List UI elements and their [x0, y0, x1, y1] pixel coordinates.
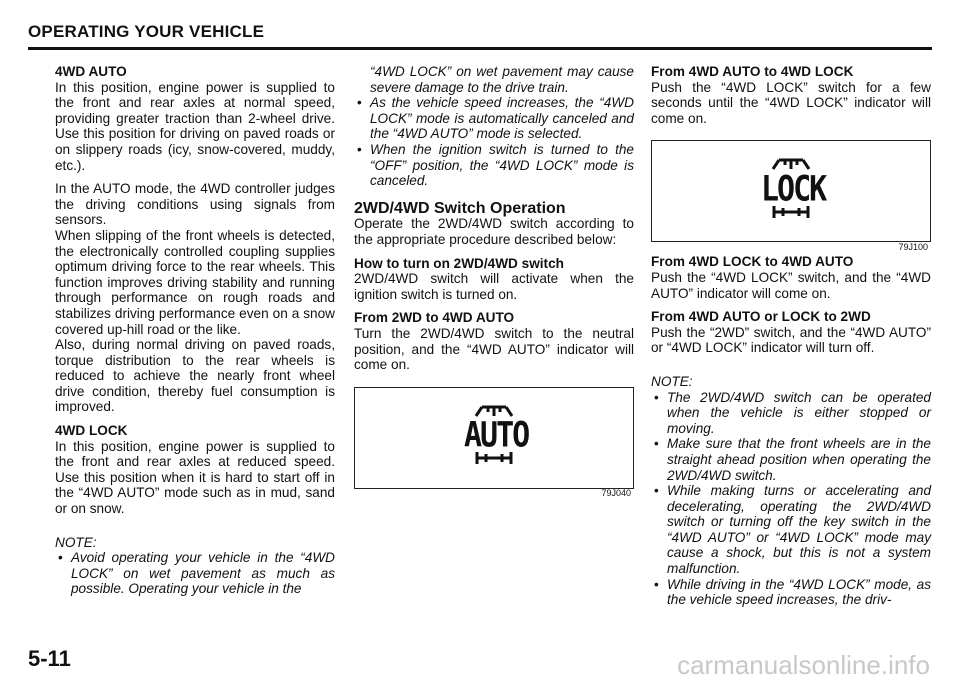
note-item: • Make sure that the front wheels are in the straight ahead position when operating the 2WD/4WD switch. [667, 436, 931, 483]
paragraph: Push the “4WD LOCK” switch for a few seconds until the “4WD LOCK” indicator will come on. [651, 79, 931, 126]
note-label: NOTE: [55, 534, 97, 550]
figure-lock-indicator [651, 140, 931, 252]
heading-4wd-lock: 4WD LOCK [55, 423, 128, 439]
figure-caption: 79J040 [601, 488, 631, 499]
subheading: How to turn on 2WD/4WD switch [354, 255, 564, 271]
note-item: • When the ignition switch is turned to the “OFF” position, the “4WD LOCK” mode is canceled. [370, 142, 634, 189]
lock-indicator-word: LOCK [761, 169, 826, 210]
note-item-continued: “4WD LOCK” on wet pavement may cause severe damage to the drive train. [370, 64, 634, 95]
page-number: 5-11 [28, 646, 71, 671]
subheading: From 4WD LOCK to 4WD AUTO [651, 254, 854, 270]
subheading: From 4WD AUTO or LOCK to 2WD [651, 309, 871, 325]
paragraph: Operate the 2WD/4WD switch according to the appropriate procedure described below: [354, 216, 634, 247]
note-label: NOTE: [651, 373, 693, 389]
column-3 [651, 64, 931, 608]
paragraph: In this position, engine power is supplied to the front and rear axles at normal speed, providing greater traction than 2-wheel drive. Use this position for driving on paved roads or on slippery roads (icy, snow-covered, muddy, etc.). [55, 79, 335, 173]
figure-auto-indicator [354, 387, 634, 499]
note-list [651, 390, 931, 608]
column-1 [55, 64, 335, 597]
note-list [354, 64, 634, 189]
paragraph: In the AUTO mode, the 4WD controller judges the driving conditions using signals from sensors. [55, 181, 335, 228]
note-item: • As the vehicle speed increases, the “4WD LOCK” mode is automatically canceled and the “4WD AUTO” mode is selected. [370, 95, 634, 142]
note-item: • The 2WD/4WD switch can be operated when the vehicle is either stopped or moving. [667, 390, 931, 437]
column-2 [354, 64, 634, 499]
header-rule [28, 47, 932, 50]
paragraph: Push the “4WD LOCK” switch, and the “4WD AUTO” indicator will come on. [651, 269, 931, 301]
note-item: • While driving in the “4WD LOCK” mode, as the vehicle speed increases, the driv- [667, 577, 931, 608]
note-item: • While making turns or accelerating and decelerating, operating the 2WD/4WD switch or turning off the key switch in the “4WD AUTO” or “4WD LOCK” mode may cause a shock, but this is not a system malfunction. [667, 483, 931, 577]
note-item: • Avoid operating your vehicle in the “4WD LOCK” on wet pavement as much as possible. Operating your vehicle in the [71, 550, 335, 597]
auto-indicator-icon [464, 404, 529, 469]
note-list [55, 550, 335, 597]
subheading: From 2WD to 4WD AUTO [354, 310, 515, 326]
heading-4wd-auto: 4WD AUTO [55, 64, 127, 79]
subheading: From 4WD AUTO to 4WD LOCK [651, 64, 854, 79]
paragraph: In this position, engine power is supplied to the front and rear axles at reduced speed. Use this position when it is hard to start off in the “4WD AUTO” mode such as in mud, sand or on snow. [55, 438, 335, 517]
section-heading: 2WD/4WD Switch Operation [354, 199, 566, 217]
paragraph: Turn the 2WD/4WD switch to the neutral position, and the “4WD AUTO” indicator will come on. [354, 325, 634, 373]
watermark: carmanualsonline.info [677, 650, 930, 680]
paragraph: 2WD/4WD switch will activate when the ignition switch is turned on. [354, 271, 634, 302]
paragraph: Push the “2WD” switch, and the “4WD AUTO” or “4WD LOCK” indicator will turn off. [651, 324, 931, 356]
paragraph: When slipping of the front wheels is detected, the electronically controlled coupling supplies optimum driving force to the rear wheels. This function improves driving stability and running through performance on rough roads and stabilizes driving performance even on a snow covered up-hill road or the like. [55, 227, 335, 337]
figure-caption: 79J100 [898, 241, 928, 252]
page-title: OPERATING YOUR VEHICLE [28, 22, 265, 41]
paragraph: Also, during normal driving on paved roads, torque distribution to the rear wheels is reduced to achieve the nearly front wheel drive condition, thereby fuel consumption is improved. [55, 337, 335, 415]
lock-indicator-icon [761, 157, 826, 222]
auto-indicator-word: AUTO [464, 415, 529, 456]
